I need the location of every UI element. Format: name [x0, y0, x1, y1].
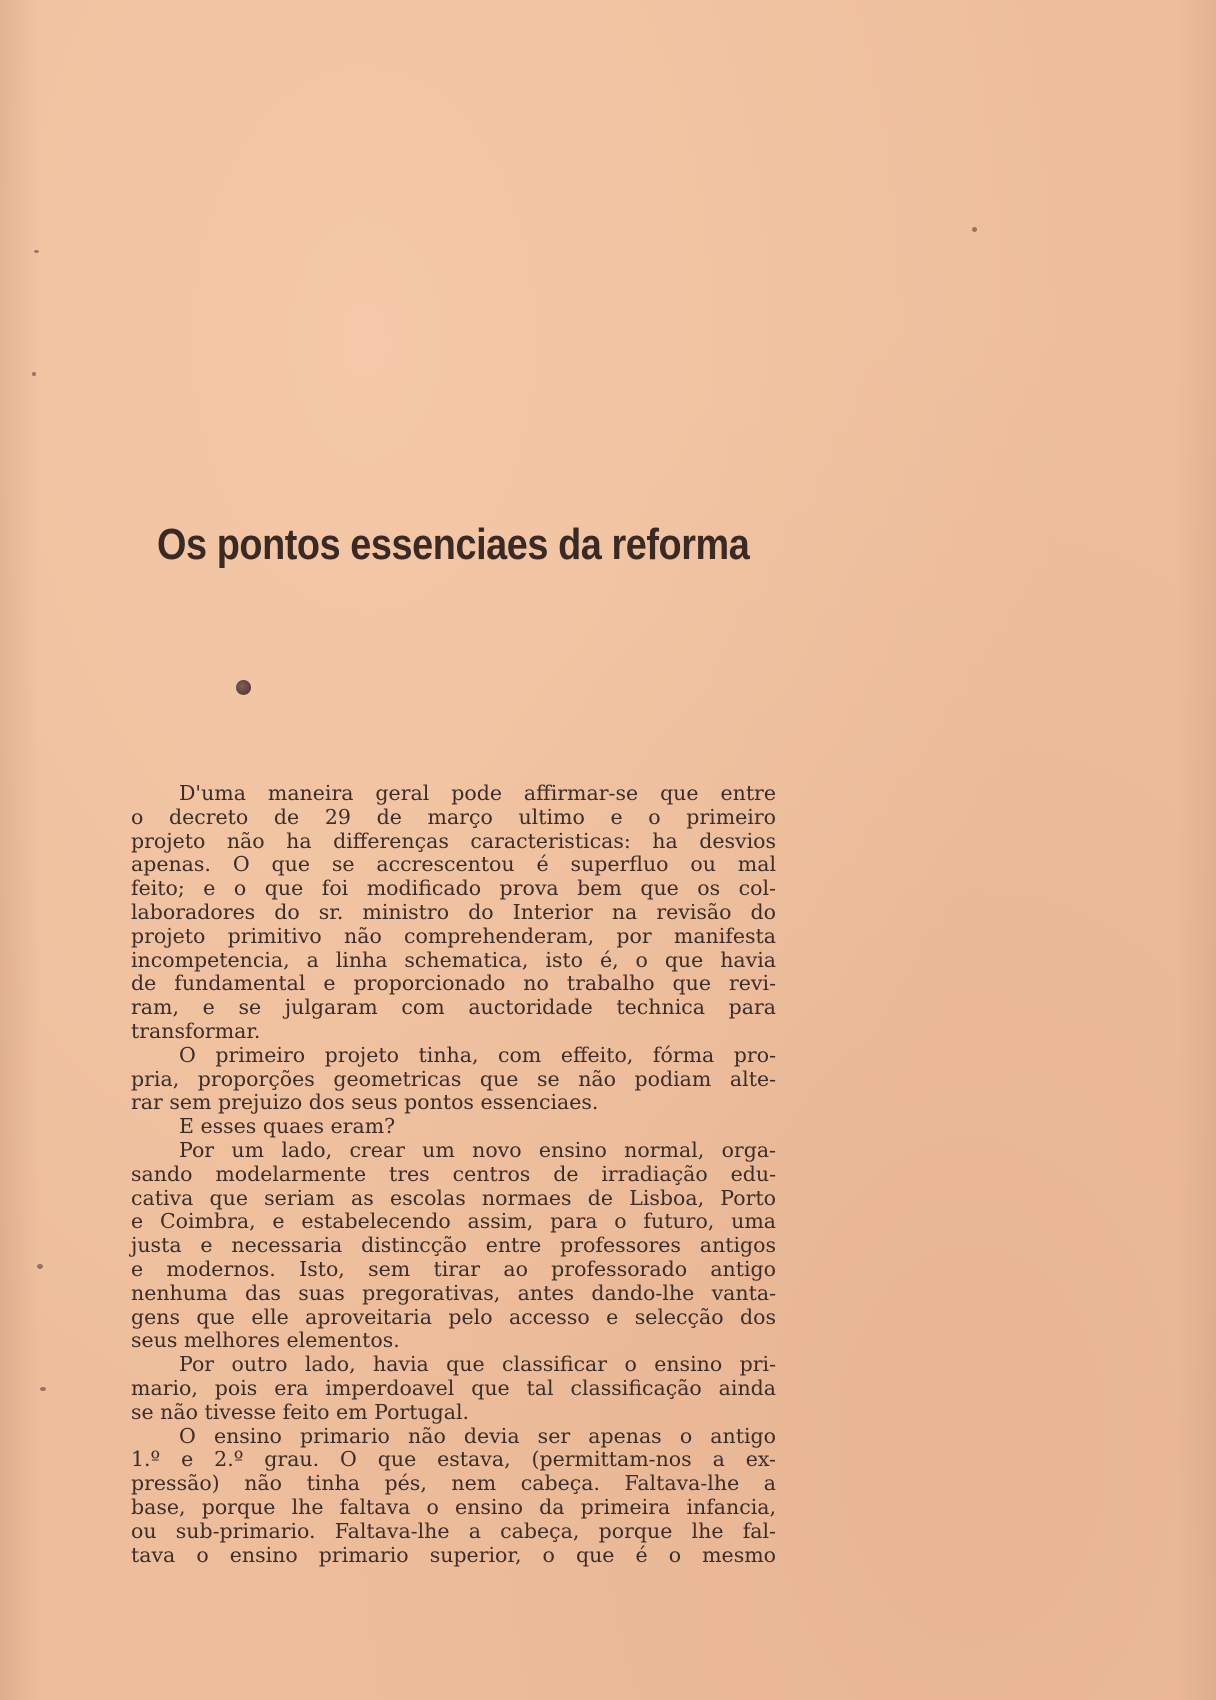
paper-speck — [40, 1387, 46, 1391]
text-line: e Coimbra, e estabelecendo assim, para o futuro, uma — [131, 1209, 776, 1234]
text-line: E esses quaes eram? — [179, 1114, 396, 1139]
text-line: projeto primitivo não comprehenderam, por manifesta — [131, 923, 776, 948]
paper-speck — [32, 372, 36, 376]
text-line: Por outro lado, havia que classificar o ensino pri- — [179, 1352, 776, 1377]
body-text — [131, 782, 776, 1567]
text-line: justa e necessaria distincção entre professores antigos — [131, 1233, 776, 1258]
text-line: sando modelarmente tres centros de irradiação edu- — [131, 1161, 776, 1186]
text-line: O primeiro projeto tinha, com effeito, fórma pro- — [179, 1042, 776, 1067]
text-line: apenas. O que se accrescentou é superfluo ou mal — [131, 852, 776, 877]
ornament-dot-icon — [236, 680, 251, 695]
text-line: Por um lado, crear um novo ensino normal, orga- — [179, 1137, 776, 1162]
page-title: Os pontos essenciaes da reforma — [157, 520, 750, 569]
text-line: nenhuma das suas pregorativas, antes dando-lhe vanta- — [131, 1280, 776, 1305]
text-line: o decreto de 29 de março ultimo e o primeiro — [131, 804, 776, 829]
text-line: ram, e se julgaram com auctoridade technica para — [131, 995, 776, 1020]
text-line: 1.º e 2.º grau. O que estava, (permittam-nos a ex- — [131, 1447, 776, 1472]
paper-speck — [972, 227, 977, 232]
text-line: projeto não ha differenças caracteristicas: ha desvios — [131, 828, 776, 853]
text-line: gens que elle aproveitaria pelo accesso e selecção dos — [131, 1304, 776, 1329]
text-line: base, porque lhe faltava o ensino da primeira infancia, — [131, 1494, 776, 1519]
text-line: se não tivesse feito em Portugal. — [131, 1399, 470, 1424]
text-line: cativa que seriam as escolas normaes de Lisboa, Porto — [131, 1185, 776, 1210]
text-line: transformar. — [131, 1018, 261, 1043]
text-line: D'uma maneira geral pode affirmar-se que entre — [179, 781, 776, 805]
text-line: O ensino primario não devia ser apenas o antigo — [179, 1423, 776, 1448]
paper-speck — [34, 250, 39, 253]
text-line: de fundamental e proporcionado no trabalho que revi- — [131, 971, 776, 996]
text-line: tava o ensino primario superior, o que é o mesmo — [131, 1542, 776, 1567]
text-line: feito; e o que foi modificado prova bem que os col- — [131, 876, 776, 901]
text-line: incompetencia, a linha schematica, isto é, o que havia — [131, 947, 776, 972]
text-line: mario, pois era imperdoavel que tal classificação ainda — [131, 1375, 776, 1400]
text-line: ou sub-primario. Faltava-lhe a cabeça, porque lhe fal- — [131, 1518, 776, 1543]
text-line: e modernos. Isto, sem tirar ao professorado antigo — [131, 1256, 776, 1281]
text-line: pressão) não tinha pés, nem cabeça. Faltava-lhe a — [131, 1471, 776, 1496]
text-line: seus melhores elementos. — [131, 1328, 400, 1353]
text-line: pria, proporções geometricas que se não podiam alte- — [131, 1066, 776, 1091]
paper-speck — [37, 1264, 43, 1269]
text-line: rar sem prejuizo dos seus pontos essenciaes. — [131, 1090, 599, 1115]
text-line: laboradores do sr. ministro do Interior na revisão do — [131, 899, 776, 924]
